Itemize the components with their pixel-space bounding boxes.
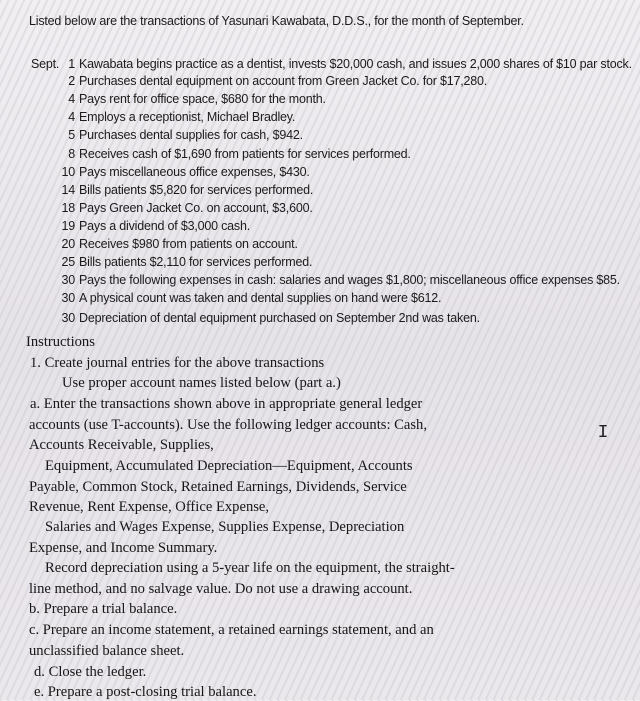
transaction-text: Pays miscellaneous office expenses, $430.: [79, 165, 310, 179]
instruction-line: line method, and no salvage value. Do not use a drawing account.: [29, 581, 413, 597]
transaction-text: Purchases dental supplies for cash, $942.: [79, 128, 303, 142]
text-cursor-icon: I: [597, 423, 609, 443]
transaction-text: Pays rent for office space, $680 for the month.: [79, 92, 326, 106]
transaction-row: [61, 201, 313, 215]
transaction-row: [61, 183, 313, 197]
transaction-text: Depreciation of dental equipment purchased on September 2nd was taken.: [79, 311, 480, 325]
transaction-day: 19: [61, 219, 75, 233]
transaction-text: Pays a dividend of $3,000 cash.: [79, 219, 251, 233]
transaction-day: 25: [61, 255, 75, 269]
transaction-text: Bills patients $2,110 for services performed.: [79, 255, 313, 269]
instruction-line: d. Close the ledger.: [34, 664, 147, 680]
transaction-text: Pays the following expenses in cash: salaries and wages $1,800; miscellaneous office expenses $85.: [79, 273, 620, 287]
transaction-day: 1: [68, 57, 75, 71]
instruction-line: a. Enter the transactions shown above in appropriate general ledger: [30, 396, 423, 412]
transaction-row: [61, 291, 441, 305]
transaction-day: 2: [68, 74, 75, 88]
transaction-text: Kawabata begins practice as a dentist, invests $20,000 cash, and issues 2,000 shares of $10 par stock.: [79, 57, 632, 71]
transaction-day: 30: [61, 311, 75, 325]
instruction-line: Salaries and Wages Expense, Supplies Expense, Depreciation: [45, 519, 405, 535]
transaction-day: 5: [68, 128, 75, 142]
transaction-day: 14: [61, 183, 75, 197]
transaction-row: [61, 74, 487, 88]
transaction-text: Receives cash of $1,690 from patients for services performed.: [79, 147, 411, 161]
transaction-text: Pays Green Jacket Co. on account, $3,600.: [79, 201, 313, 215]
transaction-row: [61, 237, 298, 251]
transaction-row: [61, 311, 480, 325]
instruction-line: 1. Create journal entries for the above transactions: [30, 355, 325, 371]
transaction-day: 10: [61, 165, 75, 179]
instruction-line: unclassified balance sheet.: [29, 643, 185, 659]
transaction-row: [61, 128, 303, 142]
instruction-line: Payable, Common Stock, Retained Earnings, Dividends, Service: [29, 479, 407, 495]
transaction-text: Bills patients $5,820 for services performed.: [79, 183, 314, 197]
transaction-row: [61, 255, 312, 269]
transaction-day: 8: [68, 147, 75, 161]
transaction-day: 18: [61, 201, 75, 215]
transaction-row: [61, 110, 295, 124]
transaction-day: 30: [61, 273, 75, 287]
instruction-line: accounts (use T-accounts). Use the following ledger accounts: Cash,: [29, 417, 427, 433]
transaction-day: 20: [61, 237, 75, 251]
instruction-line: Expense, and Income Summary.: [29, 540, 218, 556]
month-label: Sept.: [31, 57, 60, 71]
transaction-text: A physical count was taken and dental supplies on hand were $612.: [79, 291, 442, 305]
instruction-line: Accounts Receivable, Supplies,: [29, 437, 214, 453]
transaction-day: 4: [68, 110, 75, 124]
instruction-line: Record depreciation using a 5-year life on the equipment, the straight-: [45, 560, 455, 576]
document-heading: Listed below are the transactions of Yasunari Kawabata, D.D.S., for the month of September.: [29, 14, 524, 28]
instruction-line: Revenue, Rent Expense, Office Expense,: [29, 499, 270, 515]
transaction-row: [61, 92, 326, 106]
instruction-line: b. Prepare a trial balance.: [29, 601, 178, 617]
transaction-row: [61, 165, 310, 179]
instruction-line: e. Prepare a post-closing trial balance.: [34, 684, 257, 700]
transaction-row: [61, 273, 620, 287]
transaction-row: [61, 219, 250, 233]
transaction-row: [61, 147, 411, 161]
instructions-title: Instructions: [26, 334, 95, 350]
transaction-day: 4: [68, 92, 75, 106]
transaction-text: Receives $980 from patients on account.: [79, 237, 298, 251]
transaction-day: 30: [61, 291, 75, 305]
transaction-text: Employs a receptionist, Michael Bradley.: [79, 110, 296, 124]
instruction-line: Equipment, Accumulated Depreciation—Equipment, Accounts: [45, 458, 413, 474]
instruction-line: Use proper account names listed below (part a.): [62, 375, 341, 391]
transaction-row: [61, 57, 632, 71]
transaction-text: Purchases dental equipment on account from Green Jacket Co. for $17,280.: [79, 74, 488, 88]
instruction-line: c. Prepare an income statement, a retained earnings statement, and an: [29, 622, 434, 638]
